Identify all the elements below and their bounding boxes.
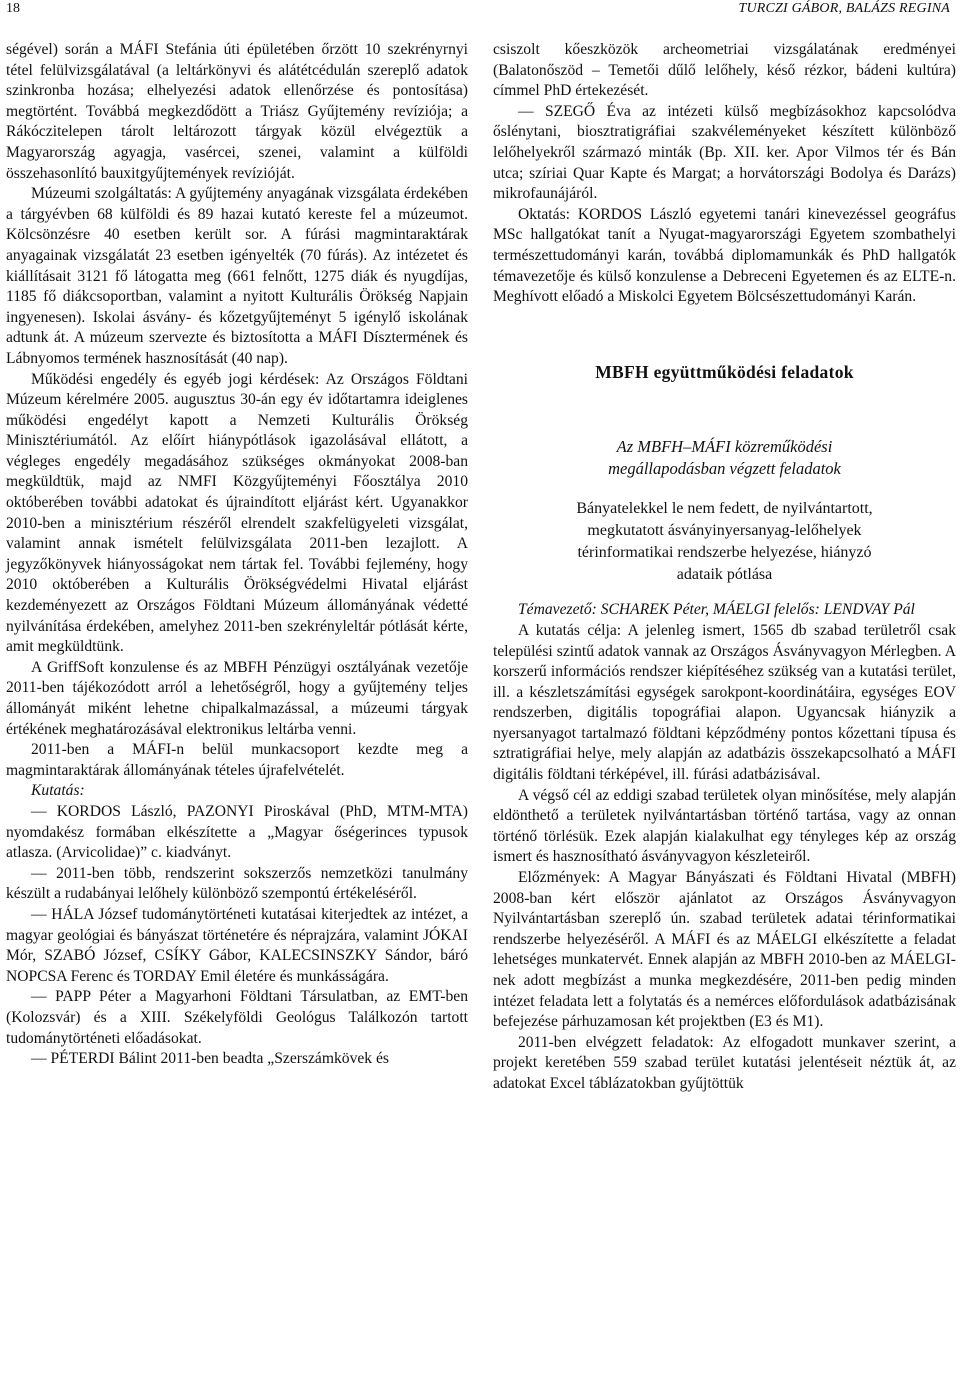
- paragraph-antecedents: Előzmények: A Magyar Bányászati és Földtani Hivatal (MBFH) 2008-ban kért először ajánlatot az Országos Ásványvagyon Nyilvántartásban szereplő ún. szabad területek adatai térinformatikai rendszerbe helyezéséről. A MÁFI és az MÁELGI elkészítette a feladat lehetséges munkatervét. Ennek alapján az MBFH 2010-ben az MÁELGI-nek adott megbízást a munka megkezdésére, 2011-ben pedig minden intézet feladata lett a folytatás és a nemérces előfordulások adatbázisának befejezése párhuzamosan két projektben (E3 és M1).: [493, 869, 956, 1031]
- right-column: [493, 40, 956, 1095]
- subsection-title: [493, 436, 956, 480]
- running-title: TURCZI GÁBOR, BALÁZS REGINA: [738, 1, 950, 16]
- page-header: [0, 0, 960, 20]
- research-item-papp: — PAPP Péter a Magyarhoni Földtani Társulatban, az EMT-ben (Kolozsvár) és a XIII. Székelyföldi Geológus Találkozón tartott tudománytörténeti előadásokat.: [6, 988, 468, 1047]
- project-title: [493, 498, 956, 586]
- paragraph-completed-tasks: 2011-ben elvégzett feladatok: Az elfogadott munkaver szerint, a projekt keretében 559 szabad terület kutatási jelentéseit néztük át, az adatokat Excel táblázatokban gyűjtöttük: [493, 1033, 956, 1092]
- research-item-szego: — SZEGŐ Éva az intézeti külső megbízásokhoz kapcsolódva őslénytani, biosztratigráfiai szakvéleményeket készített különböző lelőhelyekről származó minták (Bp. XII. ker. Apor Vilmos tér és Bán utca; szíriai Quar Kapte és Margat; a horvátországi Bodolya és Darázs) mikrofaunájáról.: [493, 102, 956, 203]
- paragraph-workgroup: 2011-ben a MÁFI-n belül munkacsoport kezdte meg a magmintaraktárak állományának tételes újrafelvételét.: [6, 741, 468, 779]
- subsection-title-line: megállapodásban végzett feladatok: [608, 459, 841, 479]
- section-title: MBFH együttműködési feladatok: [595, 361, 854, 382]
- project-title-line: megkutatott ásványinyersanyag-lelőhelyek: [587, 522, 862, 540]
- subsection-title-line: Az MBFH–MÁFI közreműködési: [616, 437, 833, 457]
- project-leaders: Témavezető: SCHAREK Péter, MÁELGI felelős: LENDVAY Pál: [518, 601, 915, 619]
- project-title-line: adataik pótlása: [676, 566, 773, 584]
- paragraph-education: Oktatás: KORDOS László egyetemi tanári kinevezéssel geográfus MSc hallgatókat tanít a Nyugat-magyarországi Egyetem szombathelyi természettudományi karán, továbbá diplomamunkák és PhD hallgatók témavezetője és külső konzulense a Debreceni Egyetemen és az ELTE-n. Meghívott előadó a Miskolci Egyetem Bölcsészettudományi Karán.: [493, 205, 956, 306]
- research-heading: Kutatás:: [31, 782, 85, 800]
- project-title-line: Bányatelekkel le nem fedett, de nyilvántartott,: [576, 500, 873, 518]
- paragraph-peterdi-continued: csiszolt kőeszközök archeometriai vizsgálatának eredményei (Balatonőszöd – Temetői dűlő lelőhely, késő rézkor, bádeni kultúra) címmel PhD értekezését.: [493, 41, 956, 100]
- paragraph-collection-revision: ségével) során a MÁFI Stefánia úti épületében őrzött 10 szekrényrnyi tétel felülvizsgálatával (a leltárkönyvi és alátétcédulán szereplő adatok szinkronba hozása; elhelyezési adatok ellenőrzése és pontosítása) megtörtént. Továbbá megkezdődött a Triász Gyűjtemény revíziója; a Rákóczitelepen tárolt leltározott tárgyak közül elvégeztük a Magyarország agyagja, vasércei, szenei, valamint a külföldi összehasonlító bauxitgyűjtemények revízióját.: [6, 41, 468, 182]
- research-item-hala: — HÁLA József tudománytörténeti kutatásai kiterjedtek az intézet, a magyar geológiai és bányászat történetére és néprajzára, valamint JÓKAI Mór, SZABÓ József, CSÍKY Gábor, KALECSINSZKY Sándor, báró NOPCSA Ferenc és TORDAY Emil életére és munkásságára.: [6, 905, 468, 985]
- paragraph-griffsoft: A GriffSoft konzulense és az MBFH Pénzügyi osztályának vezetője 2011-ben tájékozódott arról a lehetőségről, hogy a gyűjtemény teljes állományát miként lehetne chipalkalmazással, a múzeumi tárgyak értékének meghatározásával elektronikus leltárba venni.: [6, 658, 468, 738]
- page-number: 18: [6, 1, 20, 16]
- research-item-kordos: — KORDOS László, PAZONYI Piroskával (PhD, MTM-MTA) nyomdakész formában elkészítette a „Magyar őségerinces typusok atlasza. (Arvicolidae)” c. kiadványt.: [6, 802, 468, 862]
- paragraph-operating-license: Működési engedély és egyéb jogi kérdések: Az Országos Földtani Múzeum kérelmére 2005. augusztus 30-án egy év időtartamra ideiglenes működési engedélyt kapott a Nemzeti Kulturális Örökség Minisztériumától. Az előírt hiánypótlások igazolásával ellátott, a végleges engedély megadásához szükséges okmányokat 2008-ban megküldtük, majd az NMFI Közgyűjteményi Főosztálya 2010 októberében további adatokat és újraindított eljárást kért. Ugyanakkor 2010-ben a minisztérium részéről elrendelt szakfelügyeleti vizsgálat, valamint annak ismételt felülvizsgálata 2011-ben lezajlott. A jegyzőkönyvek hiányosságokat nem tártak fel. További fejlemény, hogy 2010 októberében a Kulturális Örökségvédelmi Hivatal eljárást kezdeményezett az Országos Földtani Múzeum állományának védetté nyilvánítása érdekében, amelyhez 2011-ben szekrényleltár pótlását kérte, amit megküldtünk.: [6, 370, 468, 656]
- research-item-rudabanya: — 2011-ben több, rendszerint sokszerzős nemzetközi tanulmány készült a rudabányai lelőhely különböző szempontú értékeléséről.: [6, 864, 468, 903]
- paragraph-museum-services: Múzeumi szolgáltatás: A gyűjtemény anyagának vizsgálata érdekében a tárgyévben 68 külföldi és 89 hazai kutató kereste fel a múzeumot. Kölcsönzésre 40 esetben került sor. A fúrási magmintaraktárak anyagainak vizsgálatát 23 esetben igényelték (70 fúrás). Az intézetet és kiállításait 3121 fő látogatta meg (661 felnőtt, 1275 diák és nyugdíjas, 1185 fő diákcsoportban, valamint a nyitott Kulturális Örökség Napjain ingyenesen). Iskolai ásvány- és kőzetgyűjteményt 5 igénylő iskolának adtunk át. A múzeum szervezte és biztosította a MÁFI Dísztermének és Lábnyomos termének hasznosítását (40 nap).: [6, 185, 468, 367]
- research-item-peterdi: — PÉTERDI Bálint 2011-ben beadta „Szerszámkövek és: [31, 1050, 389, 1068]
- paragraph-final-goal: A végső cél az eddigi szabad területek olyan minősítése, mely alapján eldönthető a területek nyilvántartásban történő tartása, vagy az onnan történő törlésük. Ezek alapján kialakulhat egy tényleges kép az ország ismert és hasznosítható ásványvagyon készleteiről.: [493, 786, 956, 866]
- project-title-line: térinformatikai rendszerbe helyezése, hiányzó: [577, 544, 872, 562]
- paragraph-research-goal: A kutatás célja: A jelenleg ismert, 1565 db szabad területről csak települési szintű adatok vannak az Országos Ásványvagyon Mérlegben. A korszerű információs rendszer kiépítéséhez szükség van a kutatási terület, ill. a készletszámítási egységek sarokpont-koordinátáira, egységes EOV rendszerben, digitális topográfiai alapon. Ugyancsak hiányzik a nyersanyagot tartalmazó földtani képződmény pontos kőzettani típusa és sztratigráfiai helye, mely alapján az adatbázis összekapcsolható a MÁFI digitális földtani térképével, ill. fúrási adatbázisával.: [493, 621, 956, 784]
- left-column: [6, 40, 468, 1070]
